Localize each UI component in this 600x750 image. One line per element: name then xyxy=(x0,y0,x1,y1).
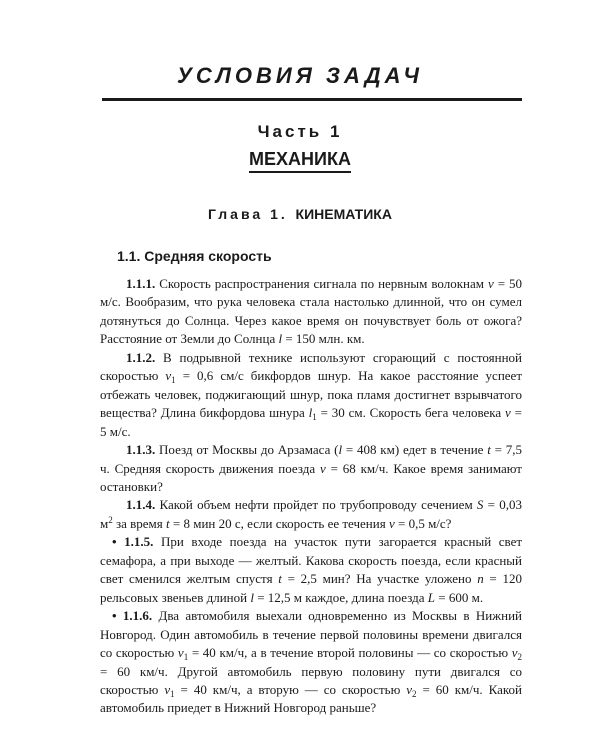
problem-text: = 60 км/ч. Другой автомобиль первую половину пути двигался со скоростью xyxy=(100,663,522,697)
var-l: l xyxy=(308,405,313,421)
var-v: v xyxy=(511,645,518,661)
problem-1-1-3 xyxy=(100,441,522,496)
var-l: l xyxy=(338,442,343,458)
var-v: v xyxy=(165,368,172,384)
chapter-heading xyxy=(0,205,600,223)
problem-text: = 600 м. xyxy=(435,589,484,605)
var-t: t xyxy=(166,515,170,531)
problem-text: Скорость распространения сигнала по нервным волокнам xyxy=(159,276,488,291)
problem-text: = 0,5 м/с? xyxy=(394,515,452,531)
problem-text: = 40 км/ч, а в течение второй половины — со скоростью xyxy=(188,645,512,661)
problem-text: = 120 рельсовых звеньев длиной xyxy=(100,571,522,605)
problem-text: = 8 мин 20 с, если скорость ее течения xyxy=(169,515,389,531)
problem-text: = 68 км/ч. Какое время занимают остановки? xyxy=(100,460,522,494)
problem-text: = 50 м/с. Вообразим, что рука человека стала настолько длинной, что он сумел дотянуться до Солнца. Через какое время он почувствует боль от ожога? Расстояние от Земли до Солнца xyxy=(100,276,523,347)
var-v: v xyxy=(388,515,395,531)
problem-1-1-5 xyxy=(100,533,522,607)
problem-text: = 408 км) едет в течение xyxy=(342,442,488,458)
problem-number: 1.1.3. xyxy=(126,442,156,458)
superscript: 2 xyxy=(108,514,113,525)
problem-1-1-2 xyxy=(100,349,522,441)
problem-text: В подрывной технике используют сгорающий с постоянной скоростью xyxy=(100,349,523,384)
difficulty-bullet-icon: • xyxy=(112,608,117,624)
problem-text: = 150 млн. км. xyxy=(282,331,365,347)
problem-text: При входе поезда на участок пути загорается красный свет семафора, а при выходе — желтый. Какова скорость поезда, если красный свет сменился желтым спустя xyxy=(100,534,523,587)
part-title: МЕХАНИКА xyxy=(249,148,351,173)
problem-text: = 5 м/с. xyxy=(100,405,522,439)
subscript: 2 xyxy=(412,688,417,699)
problem-text: Какой объем нефти пройдет по трубопроводу сечением xyxy=(159,497,477,513)
subscript: 1 xyxy=(183,652,189,663)
subscript: 1 xyxy=(170,688,175,699)
var-v: v xyxy=(505,405,511,421)
problem-text: = 40 км/ч, а вторую — со скоростью xyxy=(174,681,407,697)
problem-text: Два автомобиля выехали одновременно из Москвы в Нижний Новгород. Один автомобиль в течение первой половины времени двигался со скоростью xyxy=(100,608,523,661)
problem-number: 1.1.4. xyxy=(126,497,156,513)
chapter-label: Глава 1. xyxy=(208,206,288,222)
problem-text: Поезд от Москвы до Арзамаса ( xyxy=(159,442,339,458)
var-v: v xyxy=(487,276,494,291)
var-L: L xyxy=(427,589,436,605)
chapter-title: КИНЕМАТИКА xyxy=(295,206,392,222)
var-v: v xyxy=(406,681,413,697)
problem-1-1-4 xyxy=(100,496,522,533)
difficulty-bullet-icon: • xyxy=(112,534,117,550)
subscript: 1 xyxy=(312,412,317,423)
problem-text: = 0,6 см/с бикфордов шнур. На какое расстояние успеет отбежать человек, поджигающий шнур, пока пламя достигнет взрывчатого вещества? Длина бикфордова шнура xyxy=(100,368,522,421)
problem-number: 1.1.6. xyxy=(122,608,153,624)
problem-text: = 7,5 ч. Средняя скорость движения поезда xyxy=(100,442,522,476)
problem-text: = 12,5 м каждое, длина поезда xyxy=(253,589,428,605)
problem-number: 1.1.1. xyxy=(126,276,156,291)
problem-list xyxy=(100,275,522,718)
problem-text: = 30 см. Скорость бега человека xyxy=(316,405,506,421)
var-s: S xyxy=(476,497,484,513)
subscript: 1 xyxy=(171,375,176,386)
var-v: v xyxy=(177,645,184,661)
problem-1-1-6 xyxy=(100,607,522,718)
problem-text: = 0,03 м xyxy=(100,497,522,531)
part-label: Часть 1 xyxy=(257,122,343,141)
var-t: t xyxy=(487,442,491,458)
problem-number: 1.1.5. xyxy=(124,534,154,550)
var-t: t xyxy=(278,571,282,587)
problem-text: за время xyxy=(112,515,167,531)
problem-text: = 2,5 мин? На участке уложено xyxy=(281,571,478,587)
page-header-title: УСЛОВИЯ ЗАДАЧ xyxy=(177,63,423,88)
part-title-wrap xyxy=(0,148,600,173)
var-l: l xyxy=(250,589,254,605)
var-n: n xyxy=(477,571,484,587)
problem-1-1-1 xyxy=(100,275,522,349)
problem-number: 1.1.2. xyxy=(126,349,156,365)
var-v: v xyxy=(319,460,326,476)
section-title: 1.1. Средняя скорость xyxy=(117,248,272,264)
var-v: v xyxy=(164,681,171,697)
header-rule xyxy=(102,98,522,101)
var-l: l xyxy=(278,331,283,347)
subscript: 2 xyxy=(517,652,522,663)
problem-text: = 60 км/ч. Какой автомобиль приедет в Нижний Новгород раньше? xyxy=(100,681,523,716)
